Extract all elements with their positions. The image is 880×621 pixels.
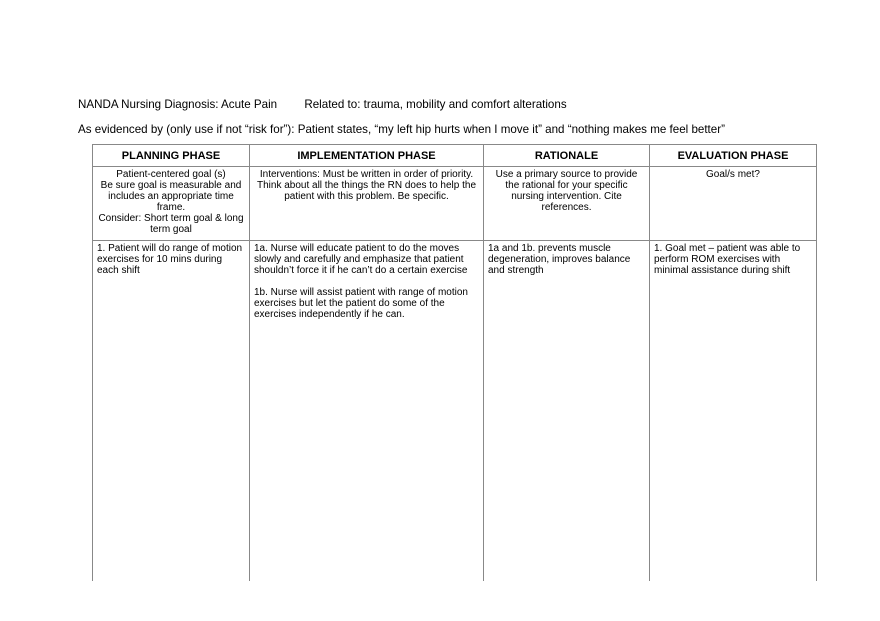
header-row <box>93 145 817 167</box>
rationale-instructions: Use a primary source to provide the rational for your specific nursing intervention. Cite references. <box>484 167 650 241</box>
intervention-1a: 1a. Nurse will educate patient to do the moves slowly and carefully and emphasize that patient shouldn’t force it if he can’t do a certain exercise <box>254 243 468 276</box>
evaluation-content: 1. Goal met – patient was able to perform ROM exercises with minimal assistance during shift <box>650 241 817 582</box>
nanda-diagnosis: NANDA Nursing Diagnosis: Acute Pain <box>78 98 278 111</box>
planning-content: 1. Patient will do range of motion exercises for 10 mins during each shift <box>93 241 250 582</box>
rationale-header: RATIONALE <box>484 145 650 167</box>
planning-phase-header: PLANNING PHASE <box>93 145 250 167</box>
planning-instruction-consider: Consider: Short term goal & long term goal <box>98 213 244 235</box>
implementation-content <box>250 241 484 582</box>
care-plan-table <box>92 144 817 581</box>
diagnosis-line <box>78 98 567 111</box>
instructions-row <box>93 167 817 241</box>
rationale-content: 1a and 1b. prevents muscle degeneration, improves balance and strength <box>484 241 650 582</box>
evidence-line: As evidenced by (only use if not “risk for”): Patient states, “my left hip hurts when I move it” and “nothing makes me feel better” <box>78 123 725 136</box>
evaluation-phase-header: EVALUATION PHASE <box>650 145 817 167</box>
planning-instruction-measurable: Be sure goal is measurable and includes an appropriate time frame. <box>100 180 242 213</box>
content-row <box>93 241 817 582</box>
implementation-phase-header: IMPLEMENTATION PHASE <box>250 145 484 167</box>
planning-instruction-goal: Patient-centered goal (s) <box>116 169 226 180</box>
evaluation-instructions: Goal/s met? <box>650 167 817 241</box>
related-to: Related to: trauma, mobility and comfort alterations <box>304 98 567 111</box>
implementation-instructions: Interventions: Must be written in order of priority. Think about all the things the RN does to help the patient with this problem. Be specific. <box>250 167 484 241</box>
intervention-1b: 1b. Nurse will assist patient with range of motion exercises but let the patient do some of the exercises independently if he can. <box>254 287 468 320</box>
planning-instructions <box>93 167 250 241</box>
